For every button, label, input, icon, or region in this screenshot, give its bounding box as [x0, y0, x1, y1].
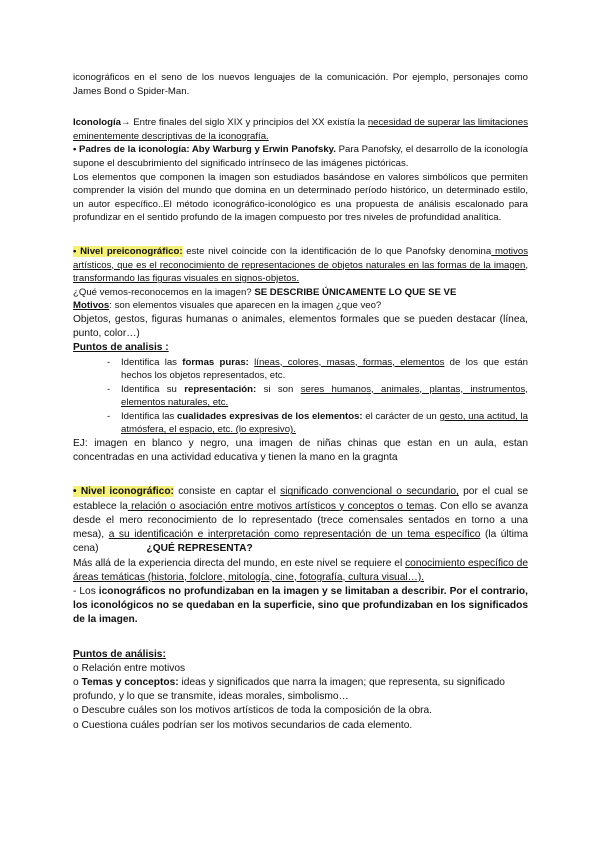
list-item: o Descubre cuáles son los motivos artísticos de toda la composición de la obra. [73, 705, 433, 717]
mas-alla-paragraph: Más allá de la experiencia directa del mundo, en este nivel se requiere el conocimiento específico de áreas temáticas (historia, folclore, mitología, cine, fotografía, cultura visual…). [73, 557, 528, 583]
que-representa: ¿QUÉ REPRESENTA? [146, 543, 253, 555]
elementos-paragraph: Los elementos que componen la imagen son estudiados basándose en valores simbólicos que permiten comprender la visión del mundo que domina en un determinado período histórico, un determinado estilo, un autor específico..El método iconográfico-iconológico es una propuesta de análisis escalonado para profundizar en el sentido profundo de la imagen compuesto por tres niveles de profundidad analítica. [73, 171, 528, 224]
list-item: o Temas y conceptos: ideas y significados que narra la imagen; que representa, su significado profundo, y lo que se transmite, ideas morales, simbolismo… [73, 676, 505, 703]
list-item: - Identifica las cualidades expresivas de los elementos: el carácter de un gesto, una actitud, la atmósfera, el espacio, etc. (lo expresivo). [107, 410, 528, 436]
motivos-label: Motivos [73, 300, 110, 312]
iconografico-label: • Nivel iconográfico: [73, 486, 174, 498]
iconologia-title: Iconología [73, 117, 121, 129]
puntos-title-2: Puntos de análisis: [73, 648, 166, 660]
padres-paragraph: • Padres de la iconología: Aby Warburg y Erwin Panofsky. Para Panofsky, el desarrollo de la iconología supone el descubrimiento del significado intrínseco de las imágenes pictóricas. [73, 144, 529, 169]
list-item: - Identifica su representación: si son seres humanos, animales, plantas, instrumentos, elementos naturales, etc. [107, 383, 528, 409]
list-item: o Cuestiona cuáles podrían ser los motivos secundarios de cada elemento. [73, 719, 413, 731]
padres-label: • Padres de la iconología: Aby Warburg y Erwin Panofsky. [73, 144, 336, 156]
intro-paragraph: iconográficos en el seno de los nuevos lenguajes de la comunicación. Por ejemplo, personajes como James Bond o Spider-Man. [73, 72, 528, 97]
list-item: o Relación entre motivos [73, 662, 186, 674]
page-content [73, 71, 528, 733]
puntos-list-2 [73, 662, 528, 733]
note-paragraph: - Los iconográficos no profundizaban en la imagen y se limitaban a describir. Por el contrario, los iconológicos no se quedaban en la superficie, sino que profundizaban en los significados de la imagen. [73, 585, 528, 626]
objetos-line: Objetos, gestos, figuras humanas o animales, elementos formales que se pueden destacar (línea, punto, color…) [73, 313, 528, 340]
arrow-icon: → [120, 117, 131, 129]
puntos-list-1 [73, 356, 528, 438]
iconologia-paragraph: Iconología→ Entre finales del siglo XIX y principios del XX existía la necesidad de superar las limitaciones eminentemente descriptivas de la iconografía. [73, 117, 528, 142]
preiconografico-label: • Nivel preiconográfico: [73, 245, 183, 257]
puntos-title-1: Puntos de analisis : [73, 342, 169, 354]
iconologia-underlined: necesidad de superar las limitaciones eminentemente descriptivas de la iconografía. [73, 117, 528, 142]
question-line: ¿Qué vemos-reconocemos en la imagen? SE DESCRIBE ÚNICAMENTE LO QUE SE VE [73, 286, 457, 298]
iconografico-paragraph: • Nivel iconográfico: consiste en captar el significado convencional o secundario, por el cual se establece la relación o asociación entre motivos artísticos y conceptos o temas. Con ello se avanza desde el mero reconocimiento de lo representado (trece comensales sentados en torno a una mesa), a su identificación e interpretación como representación de un tema específico (la última cena) ¿QUÉ REPRESENTA? [73, 486, 528, 555]
preiconografico-paragraph: • Nivel preiconográfico: este nivel coincide con la identificación de lo que Panofsky denomina motivos artísticos, que es el reconocimiento de representaciones de objetos naturales en las formas de la imagen, transformando las figuras visuales en signos-objetos. [73, 245, 528, 285]
list-item: - Identifica las formas puras: líneas, colores, masas, formas, elementos de los que están hechos los objetos representados, etc. [107, 356, 528, 382]
example-paragraph: EJ: imagen en blanco y negro, una imagen de niñas chinas que estan en un aula, estan concentradas en una actividad educativa y tienen la mano en la gragnta [73, 438, 528, 464]
motivos-line: Motivos: son elementos visuales que aparecen en la imagen ¿que veo? [73, 300, 382, 312]
